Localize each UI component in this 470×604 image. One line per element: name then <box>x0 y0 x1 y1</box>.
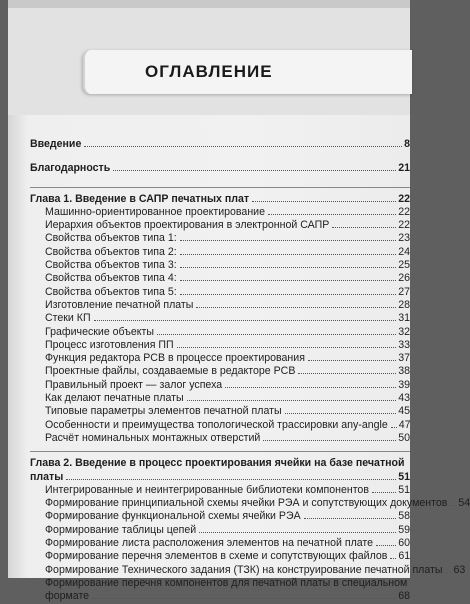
dot-leader <box>304 518 397 519</box>
dot-leader <box>157 334 396 335</box>
toc-entry <box>30 286 410 299</box>
book-page <box>8 0 470 603</box>
dot-leader <box>332 227 396 228</box>
dot-leader <box>180 294 396 295</box>
toc-entry-title: Свойства объектов типа 2: <box>45 245 177 258</box>
table-of-contents <box>30 138 470 604</box>
dot-leader <box>446 572 452 573</box>
toc-entry-page: 39 <box>398 378 410 391</box>
dot-leader <box>298 373 396 374</box>
toc-entry-title-line1: Формирование перечня компонентов для печатной платы в специальном <box>45 576 408 589</box>
dot-leader <box>113 170 396 171</box>
toc-entry-title: Формирование листа расположения элементов на печатной плате <box>45 537 374 550</box>
toc-entry-page: 27 <box>398 285 410 298</box>
chapter-2-items <box>30 483 470 577</box>
toc-entry <box>30 259 410 272</box>
toc-entry-title: Типовые параметры элементов печатной платы <box>45 405 282 418</box>
toc-entry <box>30 219 410 232</box>
chapter-title-row2 <box>30 471 410 484</box>
toc-entry-title: Проектные файлы, создаваемые в редакторе PCB <box>45 365 296 378</box>
dot-leader <box>199 532 396 533</box>
header-band <box>8 0 410 115</box>
toc-entry-page: 8 <box>404 138 410 150</box>
toc-entry-page: 61 <box>398 550 411 563</box>
toc-entry-title: Формирование принципиальной схемы ячейки РЭА и сопутствующих документов <box>45 497 448 510</box>
toc-entry <box>30 299 410 312</box>
dot-leader <box>285 413 397 414</box>
toc-entry <box>30 524 410 537</box>
toc-entry-page: 28 <box>398 298 410 311</box>
toc-entry-page: 60 <box>398 537 410 550</box>
toc-entry-title: Свойства объектов типа 4: <box>45 272 177 285</box>
toc-entry-title: Графические объекты <box>45 325 154 338</box>
toc-entry-page: 68 <box>398 590 410 603</box>
toc-entry-page: 31 <box>398 312 410 325</box>
toc-entry <box>30 365 410 378</box>
dot-leader <box>372 492 396 493</box>
chapter-1-items <box>30 206 410 445</box>
page-title: ОГЛАВЛЕНИЕ <box>145 62 273 81</box>
toc-entry <box>30 246 410 259</box>
toc-entry-page: 26 <box>398 272 410 285</box>
toc-entry <box>30 537 410 550</box>
toc-entry <box>30 232 410 245</box>
toc-entry <box>30 510 410 523</box>
toc-entry-page: 22 <box>398 205 410 218</box>
spacer <box>30 151 410 162</box>
toc-entry-row2 <box>45 590 410 603</box>
toc-entry-title: Формирование перечня элементов в схеме и сопутствующих файлов <box>45 550 388 563</box>
toc-entry <box>30 484 410 497</box>
dot-leader <box>180 240 396 241</box>
toc-entry-page: 51 <box>398 483 410 496</box>
toc-entry-title: Особенности и преимущества топологической трассировки any-angle <box>45 418 388 431</box>
toc-entry-page: 50 <box>398 431 410 444</box>
dot-leader <box>66 479 396 480</box>
chapter-page: 22 <box>398 192 410 205</box>
dot-leader <box>268 214 396 215</box>
dot-leader <box>196 307 396 308</box>
toc-entry-title: Изготовление печатной платы <box>45 298 194 311</box>
toc-entry-title: Расчёт номинальных монтажных отверстий <box>45 431 261 444</box>
toc-entry-page: 63 <box>453 563 466 576</box>
toc-entry-intro <box>30 138 410 151</box>
dot-leader <box>390 558 396 559</box>
toc-entry <box>30 312 410 325</box>
toc-entry-page: 21 <box>398 162 410 175</box>
dot-leader <box>391 427 397 428</box>
toc-entry-page: 22 <box>398 219 410 232</box>
toc-entry-page: 43 <box>398 392 410 405</box>
toc-entry <box>30 497 470 510</box>
dot-leader <box>225 387 396 388</box>
toc-entry-title: Свойства объектов типа 5: <box>45 285 177 298</box>
toc-entry-page: 54 <box>458 497 470 510</box>
toc-entry-page: 58 <box>398 510 410 523</box>
dot-leader <box>92 598 396 599</box>
toc-entry-title-line2: формате <box>45 590 90 603</box>
dot-leader <box>252 201 396 202</box>
toc-entry-page: 25 <box>398 259 410 272</box>
toc-entry-title: Функция редактора PCB в процессе проектирования <box>45 352 305 365</box>
chapter-title: Глава 1. Введение в САПР печатных плат <box>30 192 250 205</box>
toc-entry-page: 47 <box>398 418 411 431</box>
dot-leader <box>180 254 396 255</box>
toc-entry <box>30 563 466 577</box>
toc-entry-page: 23 <box>398 232 410 245</box>
dot-leader <box>308 360 396 361</box>
toc-entry <box>30 272 410 285</box>
dot-leader <box>180 267 396 268</box>
toc-entry-page: 45 <box>398 405 410 418</box>
toc-entry-page: 59 <box>398 523 410 536</box>
toc-entry-page: 32 <box>398 325 410 338</box>
toc-entry-title: Свойства объектов типа 1: <box>45 232 177 245</box>
dot-leader <box>94 320 397 321</box>
section-divider <box>30 187 410 188</box>
toc-entry-page: 38 <box>398 365 410 378</box>
toc-entry-title: Правильный проект — залог успеха <box>45 378 223 391</box>
toc-entry-title: Формирование функциональной схемы ячейки РЭА <box>45 510 301 523</box>
toc-entry-title: Машинно-ориентированное проектирование <box>45 205 265 218</box>
dot-leader <box>180 280 396 281</box>
toc-entry-title: Интегрированные и неинтегрированные библиотеки компонентов <box>45 483 369 496</box>
toc-entry <box>30 352 410 365</box>
section-divider <box>30 451 410 452</box>
toc-entry-title: Процесс изготовления ПП <box>45 338 174 351</box>
toc-entry <box>30 392 410 405</box>
toc-entry-title: Благодарность <box>30 162 111 175</box>
dot-leader <box>263 440 396 441</box>
toc-entry-title: Введение <box>30 138 82 150</box>
toc-entry <box>30 419 410 432</box>
toc-entry-page: 33 <box>398 338 410 351</box>
toc-entry <box>30 326 410 339</box>
toc-entry <box>30 206 410 219</box>
dot-leader <box>84 146 402 147</box>
dot-leader <box>376 545 396 546</box>
toc-entry <box>30 550 410 563</box>
toc-entry-title: Свойства объектов типа 3: <box>45 259 177 272</box>
chapter-title-line2: платы <box>30 470 64 483</box>
chapter-title-line1: Глава 2. Введение в процесс проектирования ячейки на базе печатной <box>30 457 405 470</box>
toc-entry-thanks <box>30 162 410 175</box>
toc-entry-page: 24 <box>398 245 410 258</box>
chapter-page: 51 <box>398 470 410 483</box>
dot-leader <box>187 400 397 401</box>
dot-leader <box>450 505 456 506</box>
toc-entry-title: Иерархия объектов проектирования в электронной САПР <box>45 219 330 232</box>
toc-entry <box>30 577 410 604</box>
title-box <box>83 50 412 94</box>
toc-entry <box>30 379 410 392</box>
toc-entry-title: Формирование таблицы цепей <box>45 523 197 536</box>
toc-entry-title: Как делают печатные платы <box>45 392 184 405</box>
toc-entry-title: Формирование Технического задания (ТЗК) на конструирование печатной платы <box>45 563 443 576</box>
chapter-1-heading <box>30 193 410 206</box>
chapter-2-heading <box>30 457 410 484</box>
toc-entry <box>30 339 410 352</box>
toc-entry <box>30 405 410 418</box>
dot-leader <box>177 347 397 348</box>
toc-entry-title: Стеки КП <box>45 312 91 325</box>
toc-entry-page: 37 <box>398 352 410 365</box>
toc-entry <box>30 432 410 445</box>
